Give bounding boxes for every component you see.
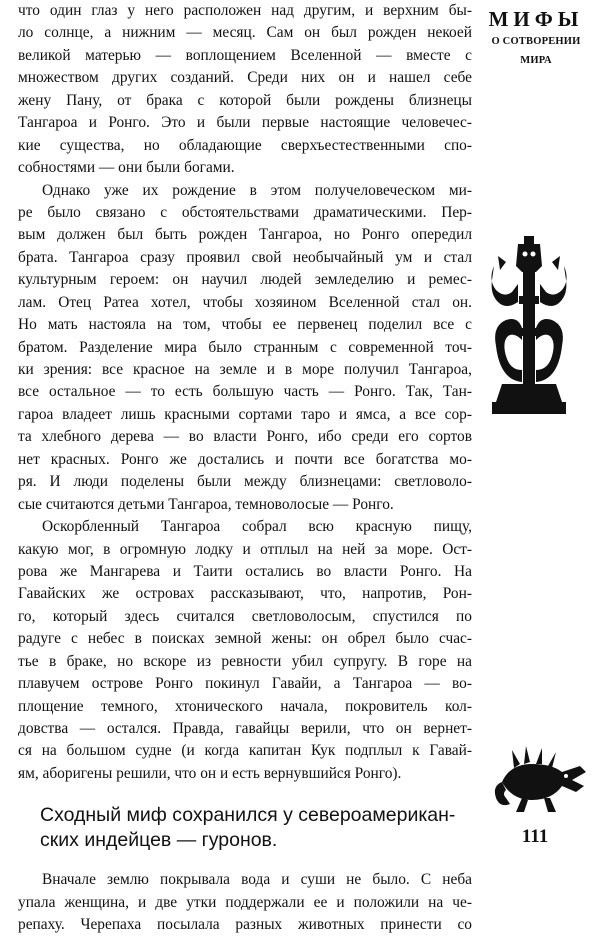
paragraph-3 (18, 516, 472, 785)
text-line: что один глаз у него расположен над другим, и верхним бы- (18, 2, 472, 19)
heading-line: ских индейцев — гуронов. (40, 829, 278, 852)
main-text-column (18, 0, 472, 937)
text-line: кие существа, но обладающие сверхъестественными спо- (18, 136, 472, 154)
text-line: все остальное — то есть большую часть — Ронго. Так, Тан- (18, 383, 472, 401)
text-line: нет красных. Ронго же достались и почти все богатства мо- (18, 450, 472, 468)
text-line: Тангароа и Ронго. Это и были первые настоящие человечес- (18, 114, 472, 132)
text-line: брата. Тангароа сразу проявил свой необычайный ум и стал (18, 248, 472, 266)
text-line: го, который здесь считался светловолосым, спустился по (18, 607, 472, 625)
text-line: ям, аборигены решили, что он и есть вернувшийся Ронго). (18, 764, 402, 782)
heading-line: Сходный миф сохранился у североамерикан- (40, 804, 456, 827)
section-subtitle: МИРА (520, 55, 552, 66)
text-line: Вначале землю покрывала вода и суши не было. С неба (42, 871, 472, 889)
dragon-ornament-icon (492, 742, 588, 814)
paragraph-2 (18, 180, 472, 517)
text-line: тье в браке, но вскоре из ревности убил супругу. В горе на (18, 652, 472, 670)
text-line: ло солнце, а нижним — месяц. Сам он был рожден некоей (18, 24, 472, 42)
text-line: радуге с небес в поисках земной жены: он обрел было счас- (18, 630, 472, 648)
section-subtitle: О СОТВОРЕНИИ (491, 36, 581, 47)
text-line: упала женщина, и две утки поддержали ее и положили на че- (18, 893, 472, 911)
text-line: ря. И люди поделены были между близнецами: светловоло- (18, 473, 472, 491)
text-line: репаху. Черепаха посылала разных животных принести со (18, 916, 472, 934)
text-line: собностями — они были богами. (18, 159, 235, 177)
section-heading (18, 803, 472, 853)
text-line: культурным героем: он научил людей земледелию и ремес- (18, 271, 472, 289)
text-line: жену Пану, от брака с которой были рождены близнецы (18, 91, 472, 109)
text-line: лам. Отец Ратеа хотел, чтобы хозяином Вселенной стал он. (18, 293, 472, 311)
totem-ornament-icon (488, 236, 570, 414)
text-line: ки зрения: все красное на земле и в море получил Тангароа, (18, 361, 472, 378)
text-line: вым должен был быть рожден Тангароа, но Ронго опередил (18, 226, 472, 244)
paragraph-4 (18, 869, 472, 936)
running-header (480, 6, 592, 70)
text-line: Оскорбленный Тангароа собрал всю красную пищу, (42, 518, 472, 536)
text-line: довства — остался. Правда, гавайцы верили, что он вернет- (18, 720, 472, 737)
text-line: Однако уже их рождение в этом получеловеческом ми- (42, 181, 472, 199)
page-number: 111 (521, 826, 549, 847)
paragraph-1 (18, 0, 472, 180)
text-line: плавучем острове Ронго покинул Гавайи, а Тангароа — во- (18, 675, 472, 693)
text-line: сые считаются детьми Тангароа, темноволосые — Ронго. (18, 495, 394, 513)
text-line: братом. Разделение мира было странным с современной точ- (18, 338, 472, 356)
text-line: ре было связано с обстоятельствами драматическими. Пер- (18, 203, 472, 221)
text-line: та хлебного дерева — во власти Ронго, ибо среди его сортов (18, 428, 472, 446)
text-line: гароа владеет лишь красными сортами таро и ямса, а все сор- (18, 405, 472, 423)
section-title: МИФЫ (488, 7, 584, 31)
text-line: Гавайских же островах рассказывают, что, напротив, Рон- (18, 585, 472, 603)
text-line: Но мать настояла на том, чтобы ее первенец поделил все с (18, 316, 472, 334)
text-line: множеством других созданий. Среди них он и нашел себе (18, 69, 472, 87)
text-line: ся на большом судне (и когда капитан Кук подплыл к Гавай- (18, 742, 472, 760)
text-line: площение темного, хтонического начала, покровитель кол- (18, 697, 472, 715)
text-line: рова же Мангарева и Таити остались во власти Ронго. На (18, 562, 472, 580)
text-line: какую мог, в огромную лодку и отплыл на ней за море. Ост- (18, 540, 472, 558)
text-line: великой матерью — воплощением Вселенной — вместе с (18, 46, 472, 64)
